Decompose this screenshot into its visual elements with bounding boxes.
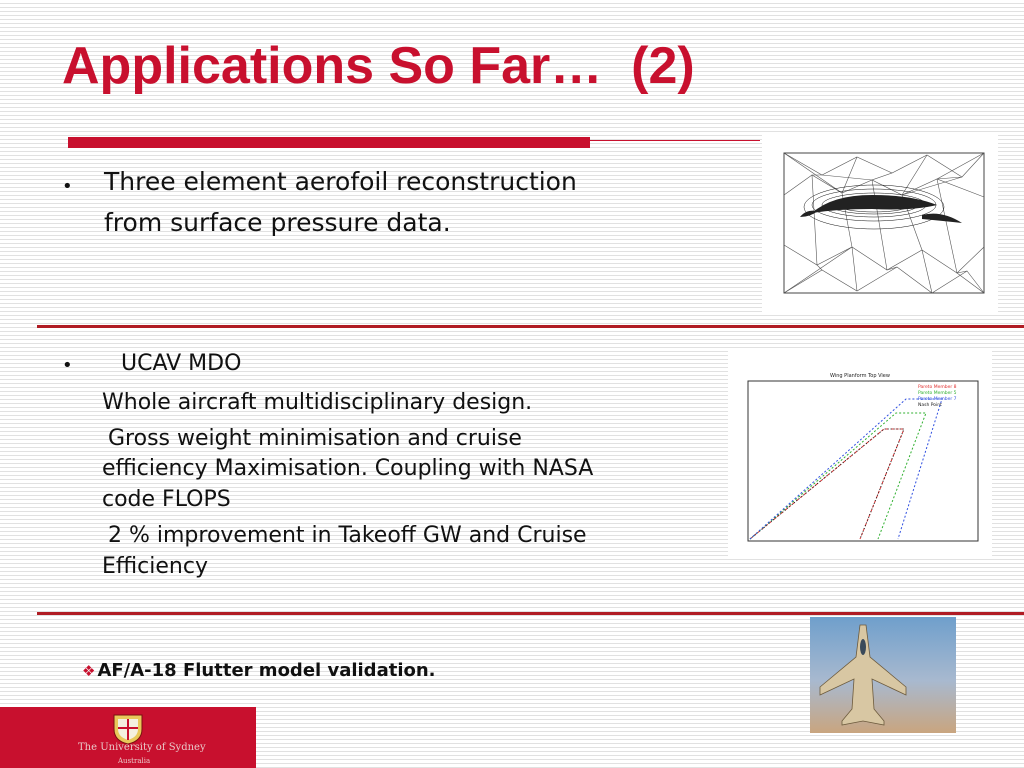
section-divider-1 bbox=[37, 325, 1024, 328]
university-country: Australia bbox=[118, 757, 151, 765]
wing-chart-title: Wing Planform Top View bbox=[830, 373, 890, 379]
fa18-aircraft-photo bbox=[810, 617, 956, 733]
bullet-marker: • bbox=[62, 355, 73, 376]
bullet-marker: • bbox=[62, 176, 73, 197]
legend-item: Pareto Member 7 bbox=[918, 397, 957, 402]
ucav-line-2a: Gross weight minimisation and cruise bbox=[108, 426, 522, 451]
aerofoil-line-2: from surface pressure data. bbox=[104, 208, 451, 237]
flutter-item bbox=[82, 660, 436, 681]
flutter-text: AF/A-18 Flutter model validation. bbox=[97, 660, 436, 681]
diamond-bullet-icon: ❖ bbox=[82, 662, 96, 680]
university-name: The University of Sydney bbox=[78, 742, 206, 753]
legend-item: Pareto Member 8 bbox=[918, 385, 957, 390]
aerofoil-mesh-image bbox=[762, 135, 998, 313]
section-divider-2 bbox=[37, 612, 1024, 615]
legend-item: Pareto Member 5 bbox=[918, 391, 957, 396]
ucav-line-2b: efficiency Maximisation. Coupling with NASA bbox=[102, 456, 594, 481]
legend-item: Nash Point bbox=[918, 403, 942, 408]
ucav-heading: UCAV MDO bbox=[121, 351, 242, 376]
ucav-line-1: Whole aircraft multidisciplinary design. bbox=[102, 390, 533, 415]
jet-graphic bbox=[810, 617, 956, 733]
ucav-line-2c: code FLOPS bbox=[102, 487, 231, 512]
aerofoil-line-1: Three element aerofoil reconstruction bbox=[104, 167, 577, 196]
slide-title: Applications So Far… (2) bbox=[62, 37, 695, 95]
wing-planform-image bbox=[728, 351, 992, 559]
mesh-graphic bbox=[762, 135, 998, 313]
title-underline-bar bbox=[68, 137, 590, 148]
ucav-line-3b: Efficiency bbox=[102, 554, 208, 579]
ucav-line-3a: 2 % improvement in Takeoff GW and Cruise bbox=[108, 523, 587, 548]
wing-planform-graphic bbox=[728, 351, 992, 559]
university-crest-icon bbox=[108, 711, 148, 745]
title-underline-thin bbox=[590, 140, 760, 141]
